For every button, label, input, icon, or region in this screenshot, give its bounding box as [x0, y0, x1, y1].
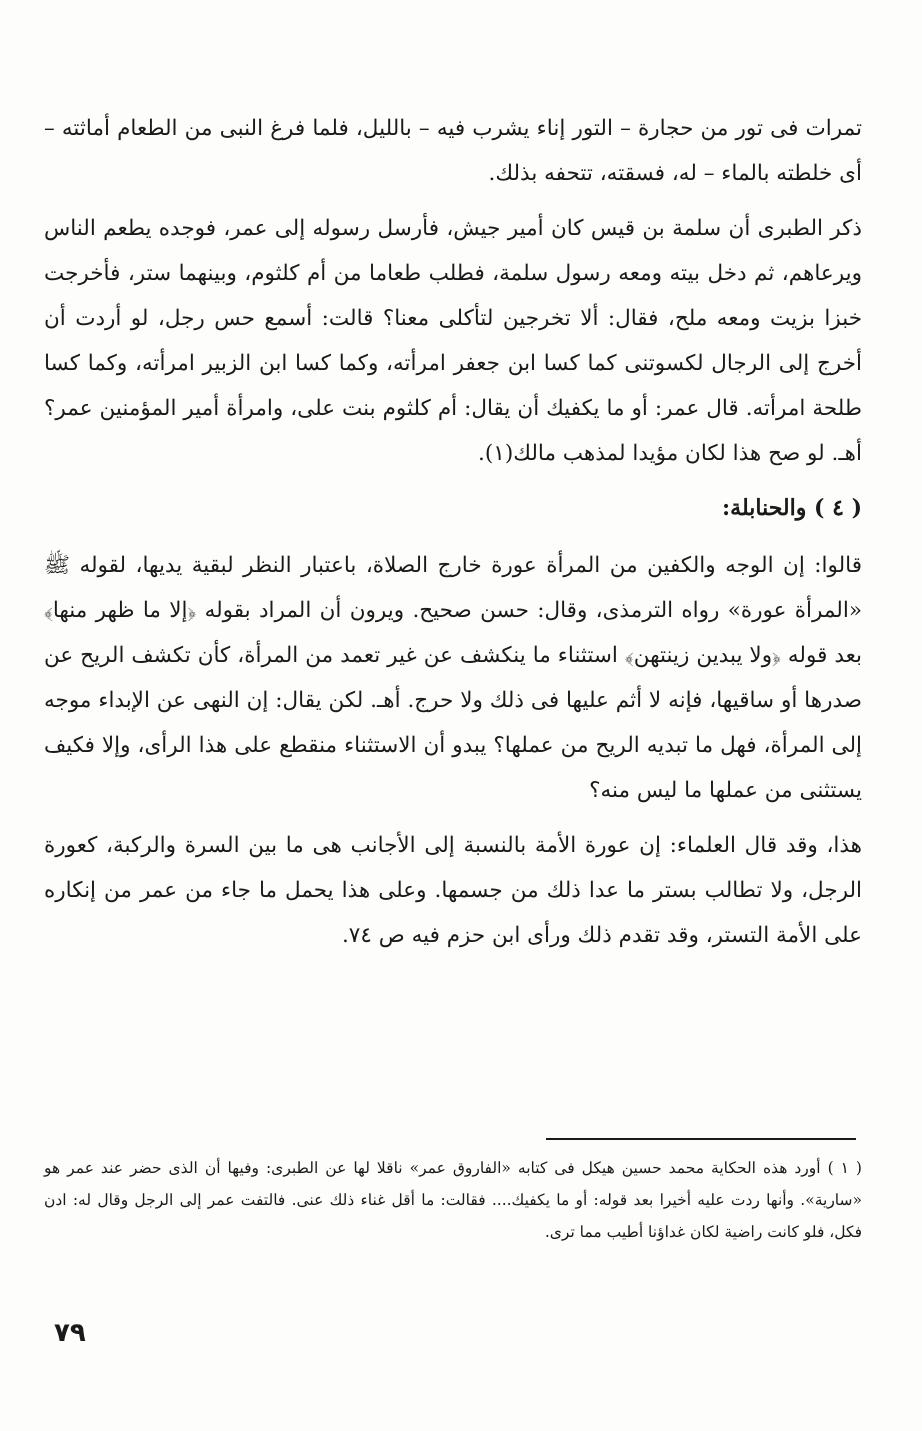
main-text: [44, 106, 862, 968]
footnote: ( ١ ) أورد هذه الحكاية محمد حسين هيكل فى كتابه «الفاروق عمر» ناقلا لها عن الطبرى: وفيها أن الذى حضر عند عمر هو «سارية». وأنها ردت عليه أخيرا بعد قوله: أو ما يكفيك.... فقالت: ما أقل غناء ذلك عنى. فالتفت عمر إلى الرجل وقال له: ادن فكل، فلو كانت راضية لكان غداؤنا أطيب مما ترى.: [44, 1159, 862, 1241]
page-number: ٧٩: [54, 1318, 86, 1348]
footnote-divider: [546, 1138, 856, 1140]
paragraph-1: تمرات فى تور من حجارة – التور إناء يشرب فيه – بالليل، فلما فرغ النبى من الطعام أماثته – أى خلطته بالماء – له، فسقته، تتحفه بذلك.: [44, 116, 862, 186]
paragraph-3: قالوا: إن الوجه والكفين من المرأة عورة خارج الصلاة، باعتبار النظر لبقية يديها، لقوله ﷺ «المرأة عورة» رواه الترمذى، وقال: حسن صحيح. ويرون أن المراد بقوله ﴿إلا ما ظهر منها﴾ بعد قوله ﴿ولا يبدين زينتهن﴾ استثناء ما ينكشف عن غير تعمد من المرأة، كأن تكشف الريح عن صدرها أو ساقيها، فإنه لا أثم عليها فى ذلك ولا حرج. أهـ. لكن يقال: إن النهى عن الإبداء موجه إلى المرأة، فهل ما تبديه الريح من عملها؟ يبدو أن الاستثناء منقطع على هذا الرأى، وإلا فكيف يستثنى من عملها ما ليس منه؟: [44, 553, 862, 803]
section-heading: ( ٤ ) والحنابلة:: [722, 495, 862, 521]
paragraph-4: هذا، وقد قال العلماء: إن عورة الأمة بالنسبة إلى الأجانب هى ما بين السرة والركبة، كعورة الرجل، ولا تطالب بستر ما عدا ذلك من جسمها. وعلى هذا يحمل ما جاء من عمر من إنكاره على الأمة التستر، وقد تقدم ذلك ورأى ابن حزم فيه ص ٧٤.: [44, 833, 862, 948]
paragraph-2: ذكر الطبرى أن سلمة بن قيس كان أمير جيش، فأرسل رسوله إلى عمر، فوجده يطعم الناس ويرعاهم، ثم دخل بيته ومعه رسول سلمة، فطلب طعاما من أم كلثوم، وبينهما ستر، فأخرجت خبزا بزيت ومعه ملح، فقال: ألا تخرجين لتأكلى معنا؟ قالت: أسمع حس رجل، لو أردت أن أخرج إلى الرجال لكسوتنى كما كسا ابن جعفر امرأته، وكما كسا ابن الزبير امرأته، وكما كسا طلحة امرأته. قال عمر: أو ما يكفيك أن يقال: أم كلثوم بنت على، وامرأة أمير المؤمنين عمر؟ أهـ. لو صح هذا لكان مؤيدا لمذهب مالك(١).: [44, 216, 862, 466]
